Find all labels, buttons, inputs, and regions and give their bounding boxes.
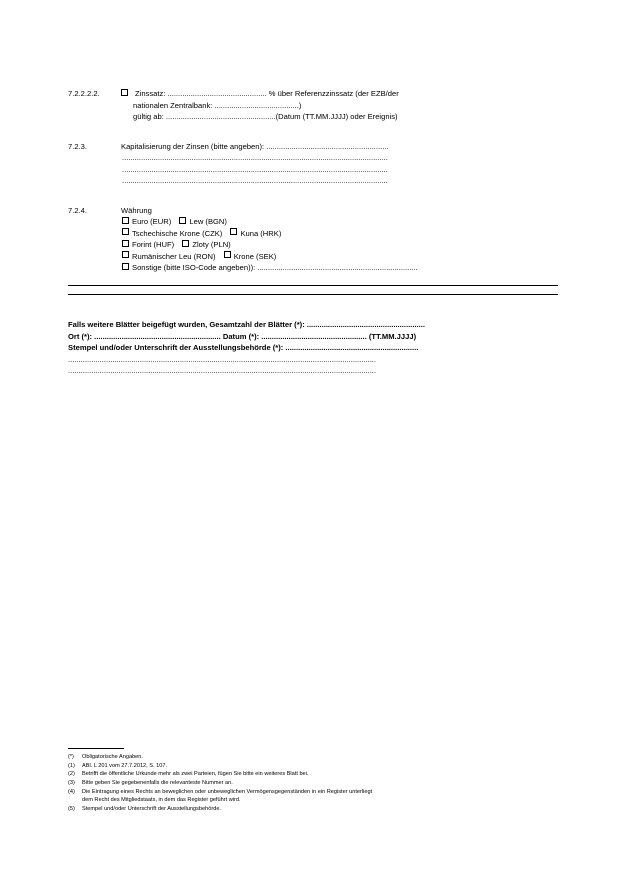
footnote-item xyxy=(68,788,568,804)
checkbox-icon[interactable] xyxy=(121,89,128,96)
fill-line[interactable]: .............................................................................................................................. xyxy=(122,164,388,174)
currency-option-label: Kuna (HRK) xyxy=(240,228,282,238)
final-block xyxy=(68,319,558,377)
form-content xyxy=(68,88,558,377)
footnote-text: Stempel und/oder Unterschrift der Ausstellungsbehörde. xyxy=(82,805,221,812)
footnote-text: Obligatorische Angaben. xyxy=(82,754,143,760)
section-number: 7.2.3. xyxy=(68,141,87,151)
capitalisation-label: Kapitalisierung der Zinsen (bitte angeben): .......................................................... xyxy=(121,141,389,151)
place-date-line: Ort (*): ............................................................ Datum (*): .................................................. (TT.MM.JJJJ) xyxy=(68,331,417,341)
section-7-2-3 xyxy=(68,141,558,153)
footnote-item xyxy=(68,805,568,813)
currency-option-label: Forint (HUF) xyxy=(132,240,175,249)
currency-other-row xyxy=(122,262,558,274)
footnote-mark: (3) xyxy=(68,780,75,787)
total-sheets-line: Falls weitere Blätter beigefügt wurden, Gesamtzahl der Blätter (*): ........................................................ xyxy=(68,320,425,329)
currency-other-label: Sonstige (bitte ISO-Code angeben)): ............................................................................ xyxy=(132,263,418,272)
checkbox-icon[interactable] xyxy=(122,217,129,224)
section-number: 7.2.4. xyxy=(68,205,87,215)
footnote-separator xyxy=(68,748,124,749)
footnote-mark: (*) xyxy=(68,754,74,760)
checkbox-icon[interactable] xyxy=(230,228,237,235)
checkbox-icon[interactable] xyxy=(122,263,129,270)
footnotes xyxy=(68,748,568,813)
footnote-text: Bitte geben Sie gegebenenfalls die relevanteste Nummer an. xyxy=(82,780,233,787)
currency-option-label: Krone (SEK) xyxy=(233,251,277,261)
valid-from-line: gültig ab: ....................................................(Datum (TT.MM.JJJJ) oder Ereignis) xyxy=(133,112,398,121)
checkbox-icon[interactable] xyxy=(122,228,129,235)
fill-line[interactable]: .............................................................................................................................. xyxy=(122,153,388,162)
currency-option-label: Euro (EUR) xyxy=(132,217,172,226)
interest-rate-row xyxy=(121,88,558,100)
fill-line[interactable]: .................................................................................................................................................. xyxy=(68,366,377,375)
section-7-2-2-2-2 xyxy=(68,88,558,123)
checkbox-icon[interactable] xyxy=(224,251,231,258)
interest-rate-text: Zinssatz: ............................................... % über Referenzzinssatz (der EZB/der xyxy=(135,89,399,98)
currency-option-label: Tschechische Krone (CZK) xyxy=(132,228,223,238)
footnote-item xyxy=(68,753,568,761)
currency-options xyxy=(68,216,558,274)
checkbox-icon[interactable] xyxy=(179,217,186,224)
currency-option-label: Zloty (PLN) xyxy=(192,240,231,249)
currency-option-label: Rumänischer Leu (RON) xyxy=(132,251,216,261)
footnote-item xyxy=(68,770,568,778)
fill-line[interactable]: .................................................................................................................................................. xyxy=(68,354,377,364)
checkbox-icon[interactable] xyxy=(122,251,129,258)
footnote-mark: (1) xyxy=(68,762,75,769)
checkbox-icon[interactable] xyxy=(122,240,129,247)
currency-label: Währung xyxy=(121,205,152,215)
footnote-text-cont: dem Recht des Mitgliedstaats, in dem das Register geführt wird. xyxy=(82,797,241,804)
currency-option-row xyxy=(122,228,558,240)
currency-option-label: Lew (BGN) xyxy=(189,217,227,226)
currency-option-row xyxy=(122,216,558,228)
currency-option-row xyxy=(122,239,558,251)
stamp-signature-line: Stempel und/oder Unterschrift der Ausstellungsbehörde (*): ............................................................... xyxy=(68,343,419,352)
central-bank-line: nationalen Zentralbank: ........................................) xyxy=(133,100,302,110)
footnote-text: Betrifft die öffentliche Urkunde mehr als zwei Parteien, fügen Sie bitte ein weiteres Blatt bei. xyxy=(82,771,309,778)
footnote-text: ABl. L 201 vom 27.7.2012, S. 107. xyxy=(82,762,167,769)
footnote-mark: (2) xyxy=(68,771,75,778)
footnote-mark: (4) xyxy=(68,788,75,795)
footnote-mark: (5) xyxy=(68,805,75,812)
footnote-text: Die Eintragung eines Rechts an beweglichen oder unbeweglichen Vermögensgegenständen in ein Register unterliegt xyxy=(82,788,373,795)
footnote-item xyxy=(68,779,568,787)
footnote-item xyxy=(68,762,568,770)
currency-option-row xyxy=(122,251,558,263)
section-7-2-4 xyxy=(68,205,558,217)
fill-line[interactable]: .............................................................................................................................. xyxy=(122,176,388,185)
checkbox-icon[interactable] xyxy=(182,240,189,247)
section-number: 7.2.2.2.2. xyxy=(68,89,100,98)
